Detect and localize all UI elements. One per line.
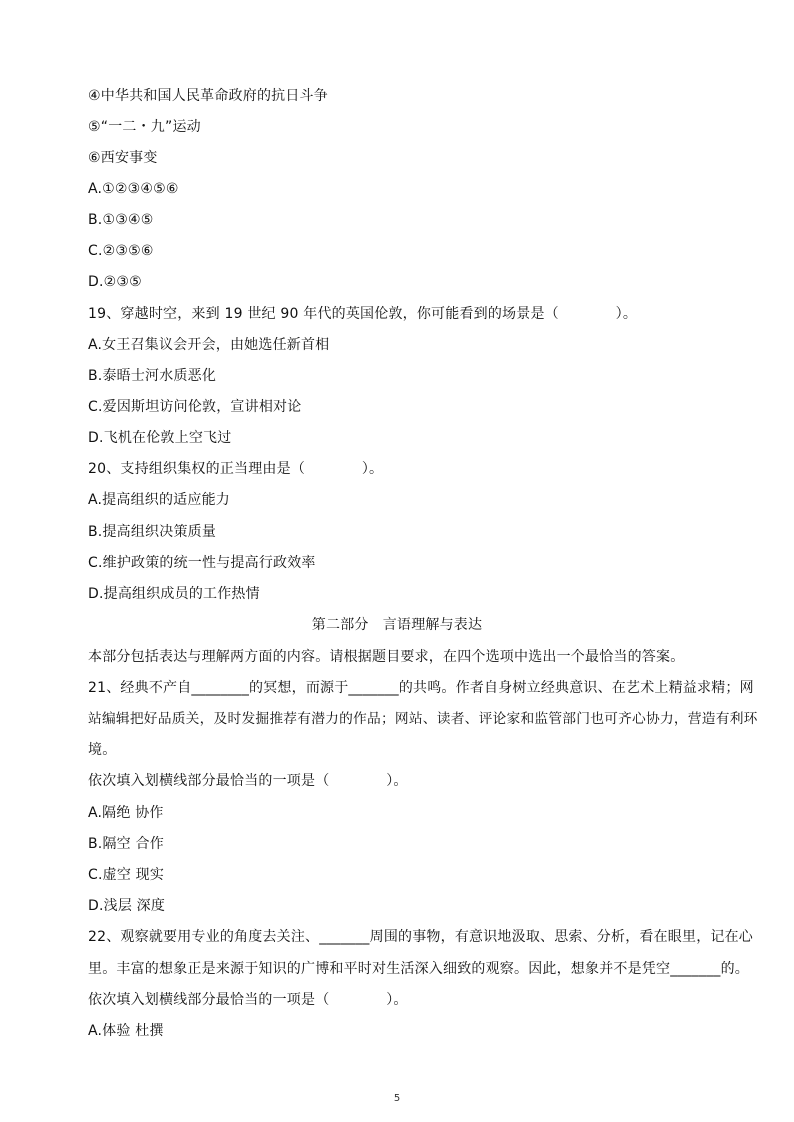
- option-line: A.①②③④⑤⑥: [88, 181, 179, 197]
- option-line: D.飞机在伦敦上空飞过: [88, 430, 232, 446]
- question-20: 20、支持组织集权的正当理由是（ ）。: [88, 461, 384, 477]
- option-line: A.提高组织的适应能力: [88, 492, 230, 508]
- text-line: 站编辑把好品质关，及时发掘推荐有潜力的作品；网站、读者、评论家和监管部门也可齐心协力，营造有利环: [88, 711, 758, 727]
- text-line: 境。: [88, 742, 117, 758]
- option-line: D.②③⑤: [88, 274, 142, 290]
- page-number: 5: [393, 1093, 401, 1104]
- option-line: B.①③④⑤: [88, 212, 154, 228]
- option-line: C.虚空 现实: [88, 867, 165, 883]
- question-19: 19、穿越时空，来到 19 世纪 90 年代的英国伦敦，你可能看到的场景是（ ）。: [88, 306, 638, 322]
- option-line: D.提高组织成员的工作热情: [88, 586, 260, 602]
- option-line: B.泰晤士河水质恶化: [88, 368, 217, 384]
- section-heading: 第二部分 言语理解与表达: [311, 617, 483, 633]
- text-line: ⑥西安事变: [88, 150, 158, 166]
- option-line: A.隔绝 协作: [88, 805, 164, 821]
- text-line: ④中华共和国人民革命政府的抗日斗争: [88, 88, 328, 104]
- option-line: B.提高组织决策质量: [88, 524, 217, 540]
- text-line: ⑤“一二・九”运动: [88, 119, 201, 135]
- option-line: C.②③⑤⑥: [88, 243, 154, 259]
- question-21: 21、经典不产自________的冥想，而源于_______的共鸣。作者自身树立经典意识、在艺术上精益求精；网: [88, 680, 754, 696]
- option-line: A.体验 杜撰: [88, 1023, 164, 1039]
- option-line: B.隔空 合作: [88, 836, 164, 852]
- text-line: 里。丰富的想象正是来源于知识的广博和平时对生活深入细致的观察。因此，想象并不是凭空_______的。: [88, 961, 749, 977]
- prompt-line: 依次填入划横线部分最恰当的一项是（ ）。: [88, 992, 408, 1008]
- option-line: D.浅层 深度: [88, 898, 166, 914]
- prompt-line: 依次填入划横线部分最恰当的一项是（ ）。: [88, 773, 408, 789]
- option-line: C.维护政策的统一性与提高行政效率: [88, 555, 316, 571]
- section-intro: 本部分包括表达与理解两方面的内容。请根据题目要求，在四个选项中选出一个最恰当的答案。: [88, 649, 685, 665]
- question-22: 22、观察就要用专业的角度去关注、_______周围的事物，有意识地汲取、思索、分析，看在眼里，记在心: [88, 929, 754, 945]
- option-line: A.女王召集议会开会，由她选任新首相: [88, 337, 330, 353]
- option-line: C.爱因斯坦访问伦敦，宣讲相对论: [88, 399, 302, 415]
